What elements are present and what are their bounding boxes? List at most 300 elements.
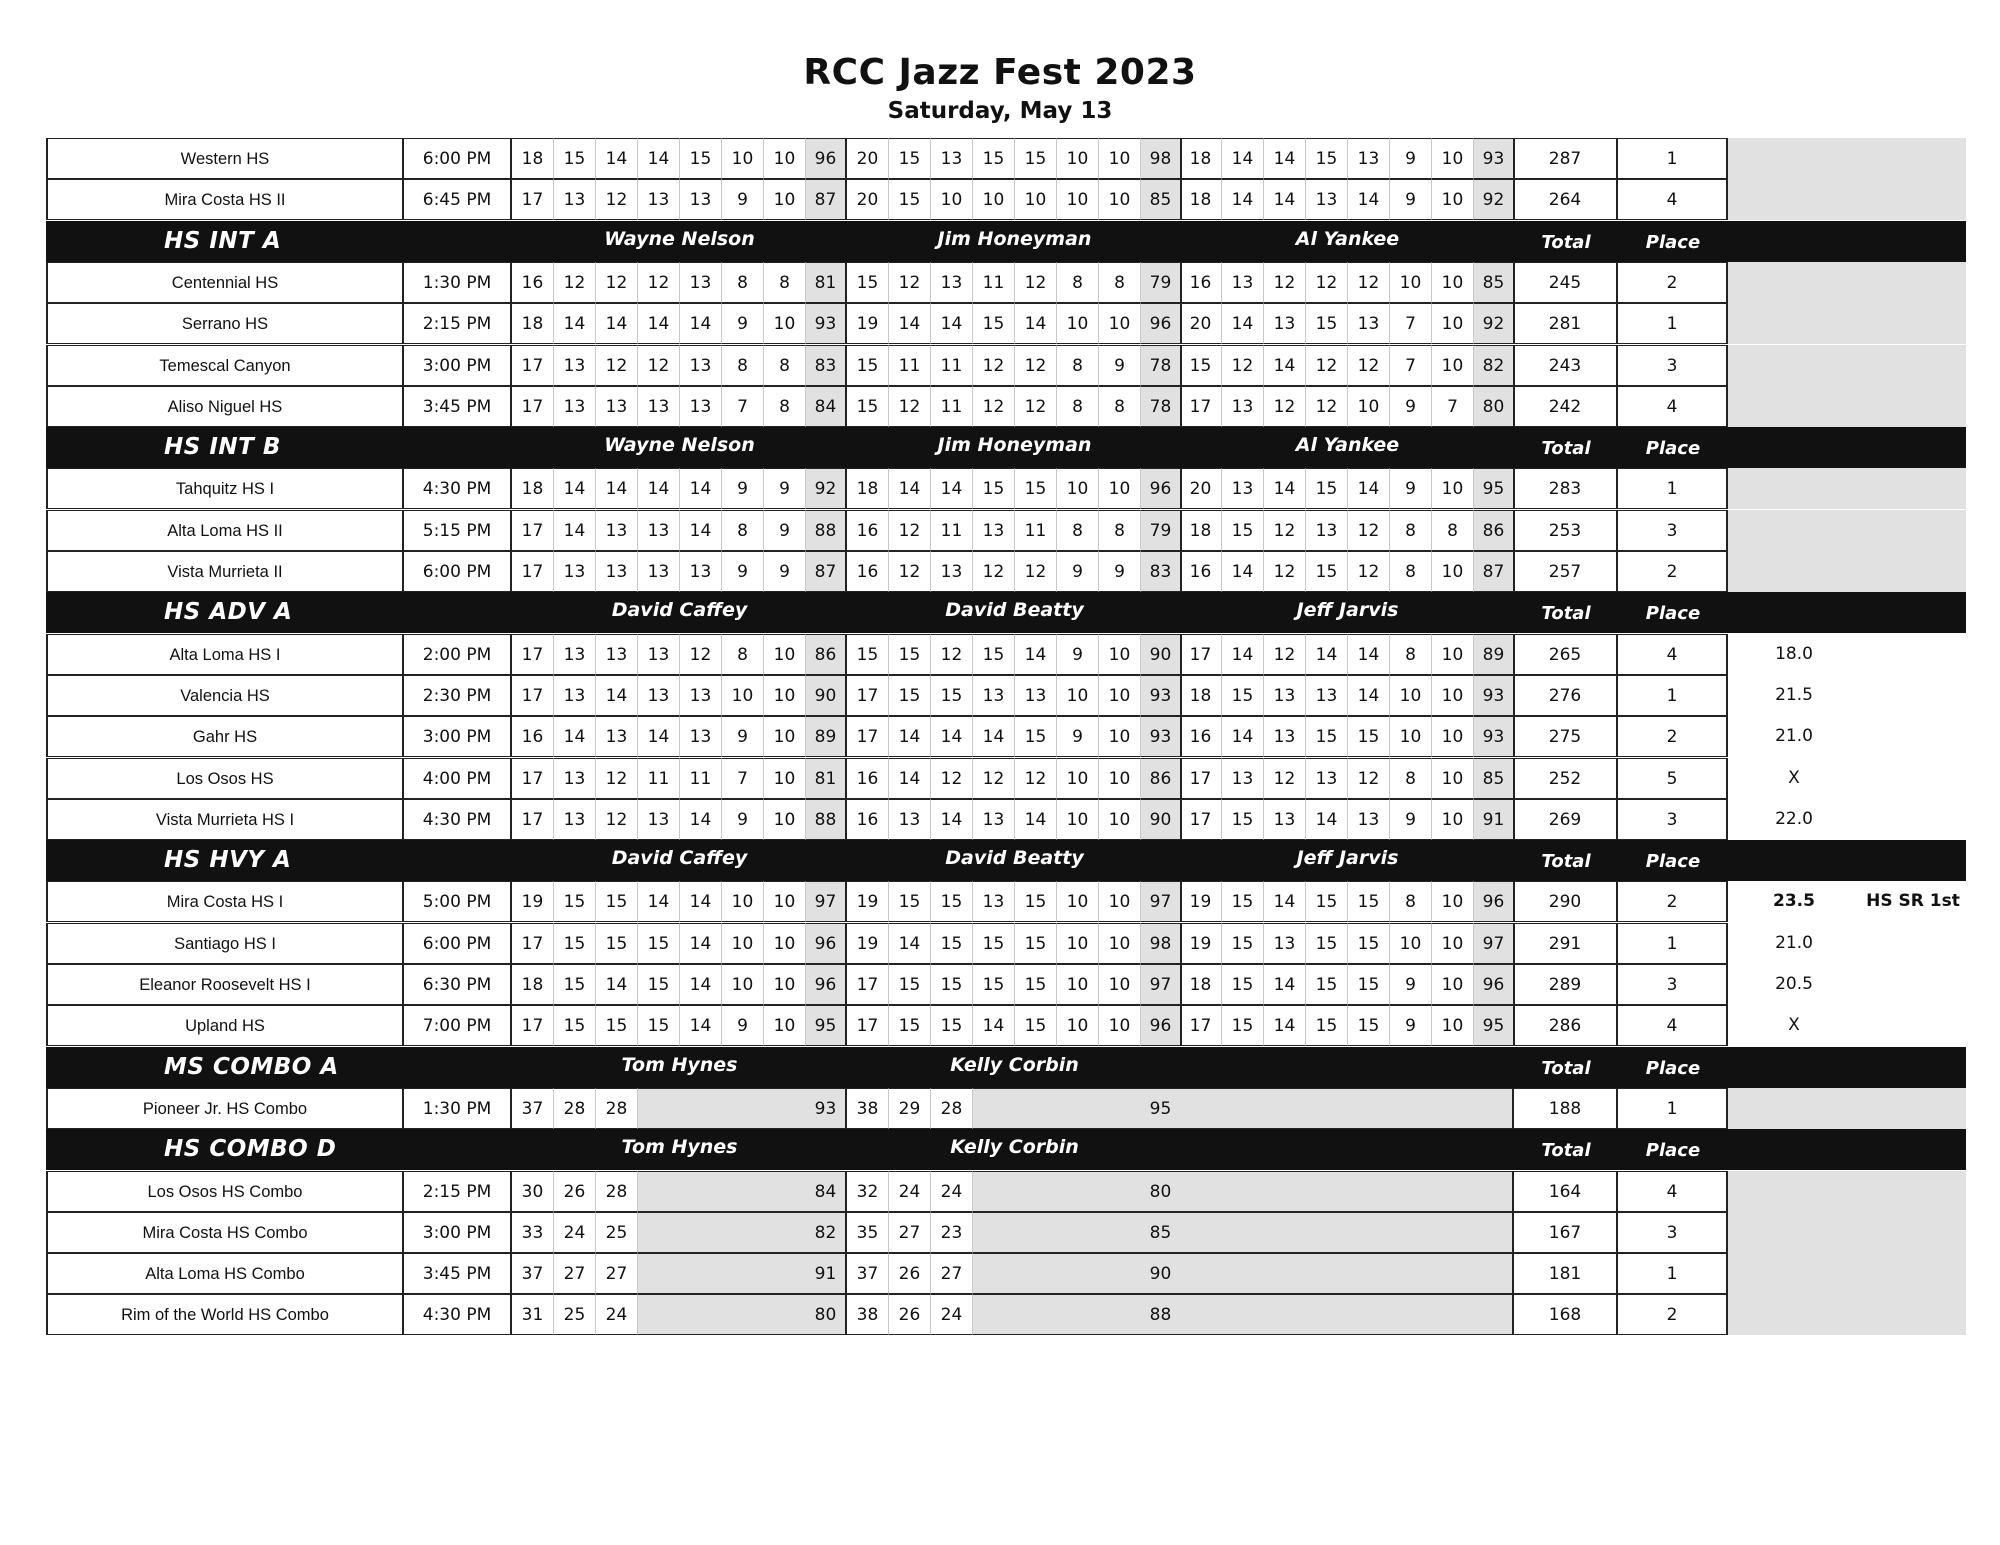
score-cell: 14 [1264,179,1306,220]
empty-score-block [973,1212,1141,1253]
score-cell: 10 [1099,634,1141,675]
school-row [46,179,1966,220]
score-cell: 13 [680,675,722,716]
school-name: Alta Loma HS I [46,634,404,675]
award-label: HS SR 1st [1866,891,1960,912]
total-score: 290 [1514,881,1618,922]
score-cell: 9 [722,468,764,509]
score-cell: 10 [1432,758,1474,799]
judge-name: Kelly Corbin [950,1053,1079,1076]
score-cell: 15 [889,964,931,1005]
score-cell: 13 [554,634,596,675]
score-cell: 9 [1390,179,1432,220]
score-cell: 17 [512,345,554,386]
award-label [1860,303,1966,344]
judge-subtotal: 85 [1141,179,1182,220]
score-cell: 14 [889,303,931,344]
score-cell: 15 [889,1005,931,1046]
soloist-score: 20.5 [1775,974,1813,994]
school-name: Aliso Niguel HS [46,386,404,427]
score-cell: 17 [1180,634,1222,675]
performance-time: 2:15 PM [404,303,512,344]
school-name: Rim of the World HS Combo [46,1294,404,1335]
score-cell: 12 [1348,345,1390,386]
empty-judge-block [1180,1088,1514,1129]
score-cell: 15 [1015,716,1057,757]
judge-name: Al Yankee [1295,227,1400,250]
total-score: 168 [1514,1294,1618,1335]
score-cell: 15 [554,923,596,964]
total-label: Total [1541,231,1591,253]
score-cell: 8 [1390,758,1432,799]
score-cell: 15 [1306,923,1348,964]
place-value: 4 [1618,1005,1728,1046]
score-cell: 27 [931,1253,973,1294]
score-cell: 14 [889,923,931,964]
score-cell: 14 [973,716,1015,757]
score-cell: 37 [512,1088,554,1129]
score-cell: 8 [1057,386,1099,427]
score-cell: 14 [680,510,722,551]
judge-subtotal: 78 [1141,345,1182,386]
judge-subtotal: 90 [1141,634,1182,675]
judge-subtotal: 96 [1474,881,1515,922]
score-cell: 14 [1264,345,1306,386]
judge-subtotal: 91 [806,1253,847,1294]
place-label: Place [1645,603,1701,625]
score-cell: 16 [512,262,554,303]
soloist-score [1728,138,1860,179]
score-cell: 12 [931,634,973,675]
score-cell: 14 [1222,138,1264,179]
school-name: Upland HS [46,1005,404,1046]
score-cell: 18 [1180,675,1222,716]
score-cell: 14 [931,468,973,509]
score-cell: 13 [680,386,722,427]
judge-subtotal: 80 [1474,386,1515,427]
score-cell: 29 [889,1088,931,1129]
score-cell: 9 [722,551,764,592]
score-cell: 13 [1015,675,1057,716]
score-cell: 9 [1057,551,1099,592]
score-cell: 15 [1222,881,1264,922]
school-row [46,551,1966,592]
judge-subtotal: 86 [806,634,847,675]
place-value: 4 [1618,179,1728,220]
soloist-score [1728,468,1860,509]
score-cell: 13 [1348,303,1390,344]
total-label: Total [1541,603,1591,625]
judge-subtotal: 81 [806,262,847,303]
judge-subtotal: 97 [1141,881,1182,922]
score-cell: 12 [1348,758,1390,799]
empty-score-block [973,1088,1141,1129]
judge-subtotal: 83 [1141,551,1182,592]
score-cell: 18 [512,303,554,344]
empty-score-block [973,1171,1141,1212]
place-value: 2 [1618,262,1728,303]
score-cell: 15 [1306,716,1348,757]
empty-extra [1728,1212,1966,1253]
score-cell: 12 [1264,262,1306,303]
score-cell: 17 [1180,758,1222,799]
total-score: 164 [1514,1171,1618,1212]
score-cell: 14 [1222,551,1264,592]
total-score: 257 [1514,551,1618,592]
score-cell: 12 [973,345,1015,386]
school-name: Vista Murrieta II [46,551,404,592]
score-cell: 15 [931,1005,973,1046]
score-cell: 10 [1099,799,1141,840]
soloist-score: 23.5 [1773,891,1815,912]
soloist-score: X [1788,1015,1800,1036]
score-cell: 17 [512,1005,554,1046]
school-row [46,1294,1966,1335]
score-cell: 15 [973,138,1015,179]
score-cell: 9 [1099,551,1141,592]
score-cell: 15 [638,1005,680,1046]
judge-subtotal: 78 [1141,386,1182,427]
score-cell: 9 [1057,634,1099,675]
judge-subtotal: 96 [806,964,847,1005]
score-cell: 10 [1057,881,1099,922]
score-cell: 17 [512,510,554,551]
award-label [1860,1005,1966,1046]
performance-time: 3:00 PM [404,716,512,757]
score-cell: 10 [1057,1005,1099,1046]
place-value: 1 [1618,1088,1728,1129]
score-cell: 16 [847,799,889,840]
judge-subtotal: 84 [806,386,847,427]
judge-subtotal: 90 [1141,799,1182,840]
score-cell: 10 [1432,138,1474,179]
score-cell: 14 [638,138,680,179]
score-cell: 9 [1390,964,1432,1005]
school-row [46,758,1966,799]
empty-score-block [973,1294,1141,1335]
score-cell: 37 [512,1253,554,1294]
place-value: 3 [1618,345,1728,386]
score-cell: 14 [889,758,931,799]
score-cell: 12 [638,262,680,303]
score-cell: 18 [1180,964,1222,1005]
score-cell: 14 [1264,468,1306,509]
score-cell: 10 [1432,675,1474,716]
place-value: 5 [1618,758,1728,799]
score-cell: 10 [722,675,764,716]
score-cell: 19 [512,881,554,922]
judge-name: Kelly Corbin [950,1136,1079,1159]
score-cell: 12 [1264,551,1306,592]
score-cell: 14 [554,510,596,551]
empty-extra [1728,1294,1966,1335]
performance-time: 6:30 PM [404,964,512,1005]
score-cell: 7 [722,758,764,799]
category-title: HS HVY A [164,847,292,874]
school-row [46,1171,1966,1212]
score-cell: 13 [931,138,973,179]
score-cell: 10 [1432,923,1474,964]
judge-subtotal: 90 [806,675,847,716]
score-cell: 10 [1099,758,1141,799]
total-label: Total [1541,438,1591,460]
score-cell: 16 [512,716,554,757]
judge-subtotal: 95 [1141,1088,1182,1129]
score-cell: 14 [1015,303,1057,344]
judge-name: David Beatty [945,599,1084,622]
judge-subtotal: 87 [806,179,847,220]
place-label: Place [1645,1140,1701,1162]
score-cell: 12 [1348,262,1390,303]
score-cell: 15 [554,964,596,1005]
score-cell: 8 [1099,510,1141,551]
score-cell: 14 [1306,799,1348,840]
score-cell: 9 [1390,138,1432,179]
judge-subtotal: 93 [806,303,847,344]
judge-subtotal: 96 [1141,1005,1182,1046]
score-cell: 14 [638,468,680,509]
score-cell: 12 [889,262,931,303]
score-cell: 13 [554,345,596,386]
score-cell: 12 [596,262,638,303]
score-cell: 8 [764,386,806,427]
score-cell: 15 [889,675,931,716]
score-cell: 15 [1180,345,1222,386]
score-cell: 15 [638,923,680,964]
place-value: 4 [1618,1171,1728,1212]
judge-subtotal: 93 [1141,716,1182,757]
score-cell: 8 [1057,262,1099,303]
score-cell: 12 [596,345,638,386]
score-cell: 20 [847,138,889,179]
score-cell: 7 [1390,345,1432,386]
score-cell: 17 [512,179,554,220]
score-cell: 28 [931,1088,973,1129]
score-cell: 10 [1432,179,1474,220]
score-cell: 12 [1015,386,1057,427]
place-value: 1 [1618,138,1728,179]
score-cell: 15 [889,881,931,922]
score-cell: 20 [1180,303,1222,344]
category-title: MS COMBO A [164,1053,339,1080]
score-cell: 10 [1348,386,1390,427]
score-cell: 20 [847,179,889,220]
score-cell: 33 [512,1212,554,1253]
judge-subtotal: 88 [1141,1294,1182,1335]
total-score: 252 [1514,758,1618,799]
place-value: 1 [1618,923,1728,964]
score-cell: 14 [596,964,638,1005]
score-cell: 8 [1099,262,1141,303]
score-cell: 8 [764,345,806,386]
score-cell: 15 [554,881,596,922]
place-label: Place [1645,851,1701,873]
judge-subtotal: 88 [806,799,847,840]
score-cell: 28 [596,1088,638,1129]
score-cell: 13 [638,510,680,551]
school-name: Vista Murrieta HS I [46,799,404,840]
score-cell: 13 [1222,758,1264,799]
performance-time: 2:15 PM [404,1171,512,1212]
award-label [1860,510,1966,551]
award-label [1860,716,1966,757]
score-cell: 15 [847,345,889,386]
score-cell: 11 [931,386,973,427]
judge-subtotal: 97 [1141,964,1182,1005]
score-cell: 7 [722,386,764,427]
score-cell: 15 [1015,964,1057,1005]
score-cell: 14 [1264,138,1306,179]
score-cell: 15 [680,138,722,179]
judge-name: Jim Honeyman [937,227,1092,250]
score-cell: 15 [1306,138,1348,179]
soloist-score: 21.0 [1775,726,1813,747]
empty-extra [1728,1253,1966,1294]
judge-name: Wayne Nelson [604,227,755,250]
school-name: Santiago HS I [46,923,404,964]
score-cell: 17 [1180,386,1222,427]
score-cell: 13 [1348,138,1390,179]
score-cell: 10 [764,634,806,675]
award-label [1860,799,1966,840]
score-cell: 10 [764,675,806,716]
score-cell: 15 [973,468,1015,509]
score-cell: 10 [1057,964,1099,1005]
score-cell: 11 [931,345,973,386]
performance-time: 2:00 PM [404,634,512,675]
total-label: Total [1541,1057,1591,1079]
score-cell: 10 [764,964,806,1005]
judge-subtotal: 79 [1141,262,1182,303]
score-cell: 14 [1222,303,1264,344]
judge-subtotal: 82 [1474,345,1515,386]
performance-time: 3:00 PM [404,345,512,386]
score-cell: 18 [847,468,889,509]
judge-subtotal: 89 [1474,634,1515,675]
award-label [1860,345,1966,386]
score-cell: 14 [1348,468,1390,509]
score-cell: 7 [1432,386,1474,427]
score-cell: 13 [680,179,722,220]
score-cell: 28 [596,1171,638,1212]
category-title: HS COMBO D [164,1136,337,1163]
score-cell: 13 [931,551,973,592]
soloist-score [1728,510,1860,551]
score-cell: 24 [596,1294,638,1335]
score-cell: 9 [1099,345,1141,386]
performance-time: 4:30 PM [404,1294,512,1335]
score-cell: 16 [1180,262,1222,303]
score-cell: 13 [554,179,596,220]
score-cell: 10 [1390,716,1432,757]
school-row [46,675,1966,716]
score-cell: 14 [596,468,638,509]
place-value: 1 [1618,675,1728,716]
score-cell: 15 [1222,799,1264,840]
score-cell: 10 [1099,1005,1141,1046]
judge-name: David Caffey [611,599,748,622]
category-header-row [46,840,1966,881]
score-cell: 14 [638,303,680,344]
empty-score-block [638,1294,806,1335]
score-cell: 10 [1432,716,1474,757]
score-cell: 15 [1306,551,1348,592]
performance-time: 2:30 PM [404,675,512,716]
score-cell: 15 [1222,675,1264,716]
score-cell: 13 [680,262,722,303]
score-cell: 18 [1180,510,1222,551]
score-cell: 12 [1015,345,1057,386]
school-row [46,345,1966,386]
score-cell: 15 [1306,1005,1348,1046]
score-cell: 10 [1099,923,1141,964]
score-cell: 13 [596,510,638,551]
judge-subtotal: 95 [1474,1005,1515,1046]
score-cell: 13 [638,675,680,716]
soloist-score: 21.0 [1775,932,1813,953]
score-cell: 13 [1264,716,1306,757]
judge-name: David Caffey [611,847,748,870]
score-cell: 14 [973,1005,1015,1046]
judge-subtotal: 89 [806,716,847,757]
score-cell: 14 [1222,716,1264,757]
score-cell: 14 [596,138,638,179]
score-cell: 10 [722,964,764,1005]
soloist-score [1728,551,1860,592]
score-cell: 13 [638,799,680,840]
score-cell: 13 [680,345,722,386]
score-cell: 14 [1222,634,1264,675]
score-cell: 35 [847,1212,889,1253]
score-cell: 10 [1099,964,1141,1005]
school-name: Western HS [46,138,404,179]
score-cell: 10 [1015,179,1057,220]
score-cell: 13 [1306,179,1348,220]
score-cell: 13 [1264,799,1306,840]
award-label [1860,923,1966,964]
judge-subtotal: 91 [1474,799,1515,840]
score-cell: 10 [1432,881,1474,922]
score-cell: 10 [1432,303,1474,344]
judge-subtotal: 96 [806,138,847,179]
judge-subtotal: 92 [1474,179,1515,220]
score-cell: 12 [1015,551,1057,592]
award-label [1860,138,1966,179]
total-score: 243 [1514,345,1618,386]
score-cell: 8 [722,634,764,675]
performance-time: 1:30 PM [404,262,512,303]
score-cell: 9 [764,551,806,592]
score-cell: 15 [889,179,931,220]
score-cell: 9 [722,799,764,840]
score-cell: 10 [764,758,806,799]
judge-subtotal: 86 [1141,758,1182,799]
score-cell: 38 [847,1294,889,1335]
soloist-score [1728,179,1860,220]
judge-name [1180,1129,1515,1170]
score-cell: 14 [554,303,596,344]
score-cell: 10 [1432,262,1474,303]
page-title: RCC Jazz Fest 2023 [803,52,1197,93]
place-value: 3 [1618,1212,1728,1253]
score-cell: 10 [1057,923,1099,964]
school-row [46,881,1966,922]
school-row [46,964,1966,1005]
judge-subtotal: 88 [806,510,847,551]
score-cell: 13 [1264,923,1306,964]
score-cell: 10 [764,303,806,344]
score-cell: 19 [1180,923,1222,964]
